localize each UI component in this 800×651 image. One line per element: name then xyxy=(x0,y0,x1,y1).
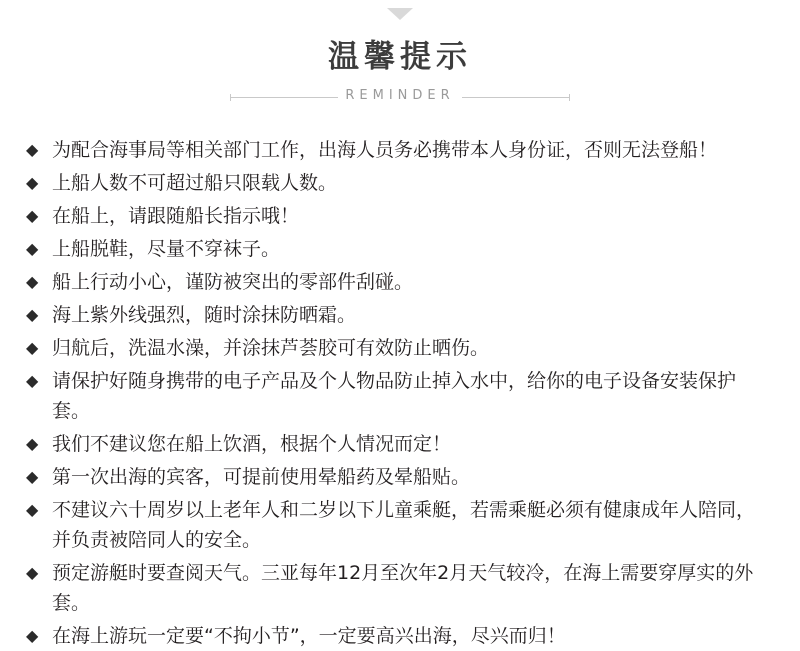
diamond-bullet-icon: ◆ xyxy=(26,305,39,325)
list-item xyxy=(24,366,772,426)
diamond-bullet-icon: ◆ xyxy=(26,140,39,160)
list-item xyxy=(24,234,772,264)
reminder-list xyxy=(0,135,800,651)
triangle-down-icon xyxy=(387,8,413,20)
list-item xyxy=(24,267,772,297)
list-item xyxy=(24,300,772,330)
list-item-text: 不建议六十周岁以上老年人和二岁以下儿童乘艇，若需乘艇必须有健康成年人陪同，并负责被陪同人的安全。 xyxy=(52,499,756,552)
list-item-text: 归航后，洗温水澡，并涂抹芦荟胶可有效防止晒伤。 xyxy=(52,337,490,360)
diamond-bullet-icon: ◆ xyxy=(26,173,39,193)
diamond-bullet-icon: ◆ xyxy=(26,434,39,454)
list-item xyxy=(24,201,772,231)
page-header xyxy=(0,0,800,113)
list-item xyxy=(24,558,772,618)
diamond-bullet-icon: ◆ xyxy=(26,500,39,520)
list-item-text: 在船上，请跟随船长指示哦！ xyxy=(52,205,300,228)
diamond-bullet-icon: ◆ xyxy=(26,272,39,292)
page-title: 温馨提示 xyxy=(328,39,472,75)
list-item-text: 第一次出海的宾客，可提前使用晕船药及晕船贴。 xyxy=(52,466,471,489)
diamond-bullet-icon: ◆ xyxy=(26,239,39,259)
diamond-bullet-icon: ◆ xyxy=(26,467,39,487)
list-item xyxy=(24,429,772,459)
list-item xyxy=(24,462,772,492)
list-item xyxy=(24,333,772,363)
list-item xyxy=(24,621,772,651)
list-item-text: 在海上游玩一定要“不拘小节”，一定要高兴出海，尽兴而归！ xyxy=(52,625,566,648)
list-item-text: 我们不建议您在船上饮酒，根据个人情况而定！ xyxy=(52,433,452,456)
list-item xyxy=(24,168,772,198)
diamond-bullet-icon: ◆ xyxy=(26,338,39,358)
list-item-text: 船上行动小心，谨防被突出的零部件刮碰。 xyxy=(52,271,414,294)
diamond-bullet-icon: ◆ xyxy=(26,371,39,391)
page-subtitle: REMINDER xyxy=(345,88,455,104)
list-item-text: 请保护好随身携带的电子产品及个人物品防止掉入水中，给你的电子设备安装保护套。 xyxy=(52,370,737,423)
diamond-bullet-icon: ◆ xyxy=(26,626,39,646)
list-item-text: 海上紫外线强烈，随时涂抹防晒霜。 xyxy=(52,304,357,327)
divider-right xyxy=(462,97,570,98)
list-item xyxy=(24,135,772,165)
diamond-bullet-icon: ◆ xyxy=(26,206,39,226)
list-item-text: 上船脱鞋，尽量不穿袜子。 xyxy=(52,238,281,261)
list-item-text: 上船人数不可超过船只限载人数。 xyxy=(52,172,338,195)
list-item-text: 为配合海事局等相关部门工作，出海人员务必携带本人身份证，否则无法登船！ xyxy=(52,139,718,162)
diamond-bullet-icon: ◆ xyxy=(26,563,39,583)
list-item xyxy=(24,495,772,555)
subtitle-block xyxy=(230,83,570,113)
list-item-text: 预定游艇时要查阅天气。三亚每年12月至次年2月天气较冷，在海上需要穿厚实的外套。 xyxy=(52,562,754,615)
